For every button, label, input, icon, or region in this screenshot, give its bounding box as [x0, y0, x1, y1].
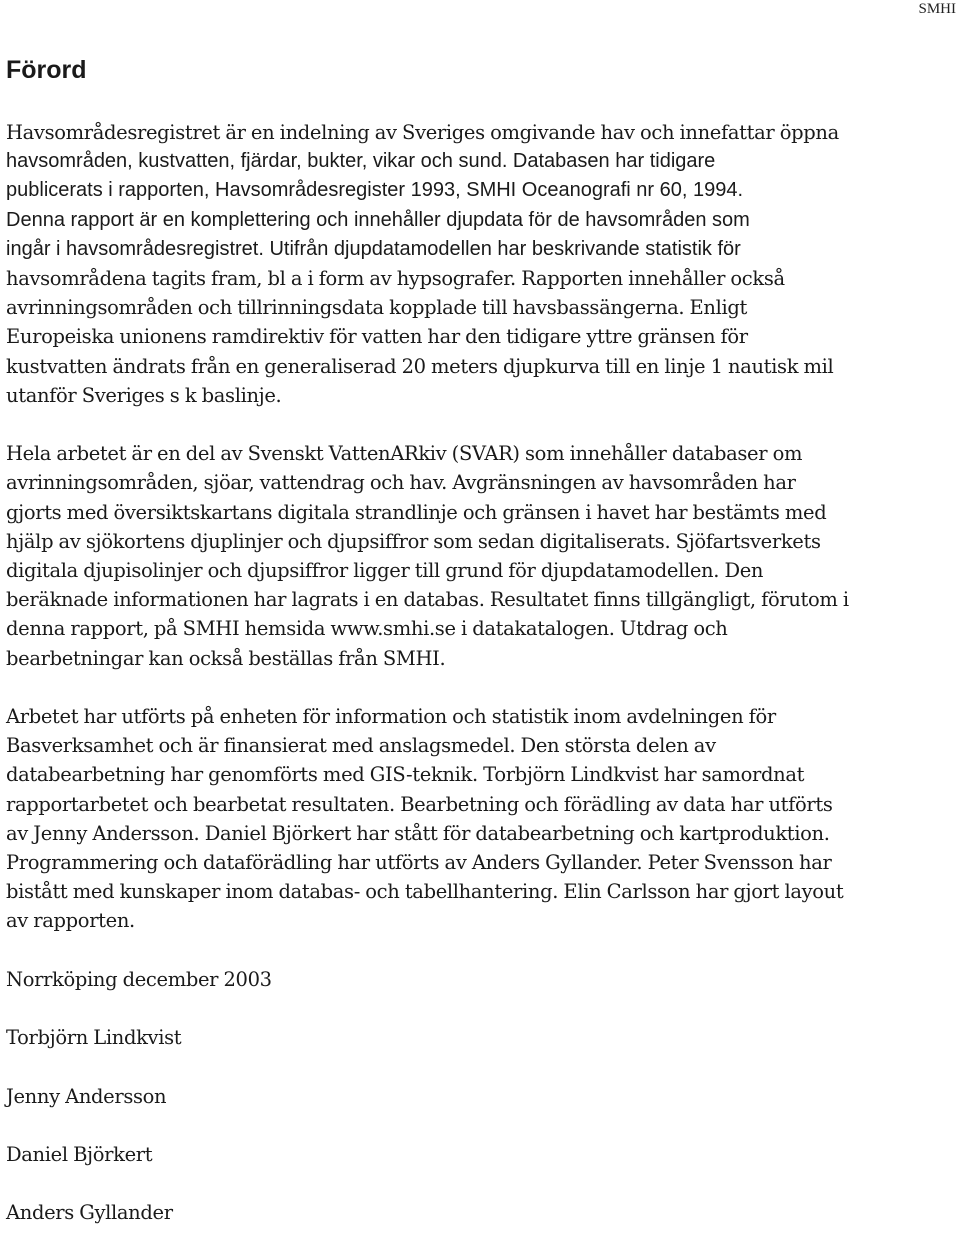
text-line: bistått med kunskaper inom databas- och tabellhantering. Elin Carlsson har gjort layout: [6, 880, 844, 904]
signatory-name: Torbjörn Lindkvist: [6, 1026, 182, 1050]
text-line: Arbetet har utförts på enheten för information och statistik inom avdelningen för: [6, 705, 776, 729]
signature-block: [6, 1023, 958, 1227]
text-line: havsområden, kustvatten, fjärdar, bukter, vikar och sund. Databasen har tidigare: [6, 150, 716, 173]
text-line: gjorts med översiktskartans digitala strandlinje och gränsen i havet har bestämts med: [6, 500, 827, 524]
text-line: hjälp av sjökortens djuplinjer och djupsiffror som sedan digitaliserats. Sjöfartsverkets: [6, 529, 821, 553]
page-header-org: SMHI: [918, 1, 956, 17]
paragraph-svar: [6, 439, 958, 673]
text-line: Basverksamhet och är finansierat med anslagsmedel. Den största delen av: [6, 734, 716, 758]
text-line: denna rapport, på SMHI hemsida www.smhi.se i datakatalogen. Utdrag och: [6, 617, 728, 641]
text-line: rapportarbetet och bearbetat resultaten. Bearbetning och förädling av data har utförts: [6, 792, 833, 816]
text-line: avrinningsområden och tillrinningsdata kopplade till havsbassängerna. Enligt: [6, 296, 748, 320]
document-body: [6, 118, 958, 1257]
text-line: databearbetning har genomförts med GIS-teknik. Torbjörn Lindkvist har samordnat: [6, 763, 805, 787]
signatory-name: Jenny Andersson: [6, 1084, 167, 1108]
text-line: Havsområdesregistret är en indelning av Sveriges omgivande hav och innefattar öppna: [6, 121, 839, 144]
page-title: Förord: [6, 56, 87, 84]
text-line: Hela arbetet är en del av Svenskt VattenARkiv (SVAR) som innehåller databaser om: [6, 442, 803, 466]
text-line: av Jenny Andersson. Daniel Björkert har stått för databearbetning och kartproduktion.: [6, 821, 830, 845]
paragraph-intro: [6, 118, 958, 410]
text-line: Europeiska unionens ramdirektiv för vatten har den tidigare yttre gränsen för: [6, 325, 748, 349]
text-line: beräknade informationen har lagrats i en databas. Resultatet finns tillgängligt, förutom i: [6, 588, 849, 612]
text-line: ingår i havsområdesregistret. Utifrån djupdatamodellen har beskrivande statistik för: [6, 237, 741, 260]
text-line: publicerats i rapporten, Havsområdesregister 1993, SMHI Oceanografi nr 60, 1994.: [6, 179, 744, 202]
text-line: bearbetningar kan också beställas från SMHI.: [6, 646, 446, 670]
text-line: digitala djupisolinjer och djupsiffror ligger till grund för djupdatamodellen. Den: [6, 559, 764, 583]
text-line: avrinningsområden, sjöar, vattendrag och hav. Avgränsningen av havsområden har: [6, 471, 796, 495]
text-line: Programmering och dataförädling har utförts av Anders Gyllander. Peter Svensson har: [6, 851, 832, 875]
text-line: Denna rapport är en komplettering och innehåller djupdata för de havsområden som: [6, 208, 750, 231]
text-line: havsområdena tagits fram, bl a i form av hypsografer. Rapporten innehåller också: [6, 267, 785, 291]
signatory-name: Anders Gyllander: [6, 1201, 173, 1225]
place-date: Norrköping december 2003: [6, 967, 272, 991]
text-line: av rapporten.: [6, 909, 135, 933]
paragraph-credits: [6, 702, 958, 936]
signatory-name: Daniel Björkert: [6, 1143, 153, 1167]
text-line: utanför Sveriges s k baslinje.: [6, 383, 282, 407]
text-line: kustvatten ändrats från en generaliserad 20 meters djupkurva till en linje 1 nautisk mil: [6, 354, 834, 378]
